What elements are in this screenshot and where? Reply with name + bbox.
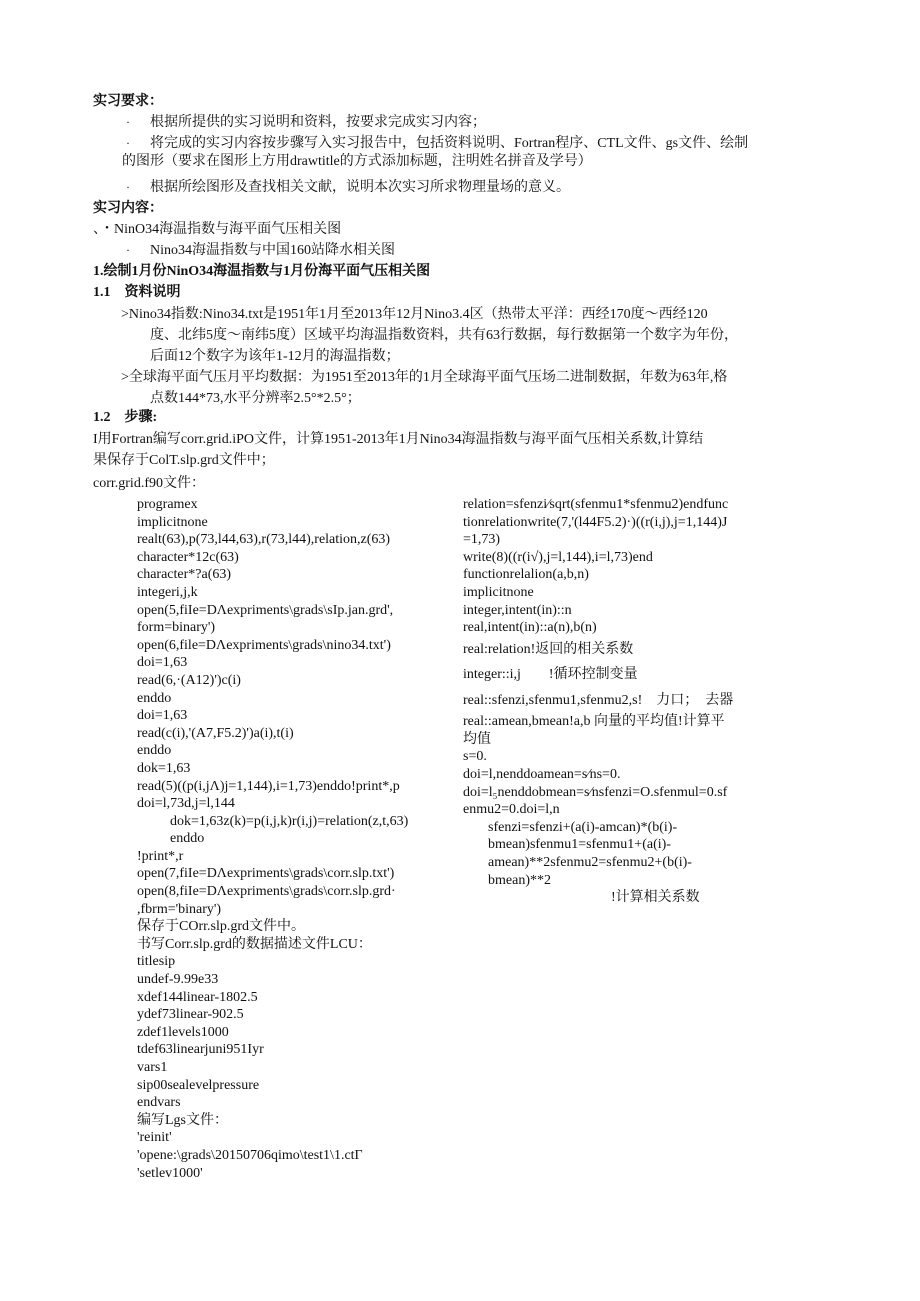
code-line: tdef63linearjuni951Iyr — [137, 1042, 264, 1058]
code-line: 均值 — [463, 731, 491, 747]
subsection-title-steps: 1.2 步骤: — [93, 410, 158, 425]
code-line: vars1 — [137, 1060, 168, 1075]
code-line: endvars — [137, 1095, 181, 1111]
code-line: !print*,r — [137, 848, 184, 864]
code-line: xdef144linear-1802.5 — [137, 989, 258, 1005]
code-line: integeri,j,k — [137, 584, 198, 600]
code-line: open(5,fiIe=DΛexpriments\grads\sIp.jan.grd', — [137, 602, 394, 618]
code-line: relation=sfenzi∕sqrt(sfenmu1*sfenmu2)endfunc — [463, 497, 729, 512]
code-line: real:relation!返回的相关系数 — [463, 641, 634, 657]
data-description-line: 后面12个数字为该年1-12月的海温指数； — [150, 349, 400, 364]
code-line: realt(63),p(73,l44,63),r(73,l44),relation,z(63) — [137, 532, 391, 548]
code-comment: !计算相关系数 — [611, 890, 700, 906]
code-line: programex — [137, 497, 198, 512]
bullet-dot: · — [126, 180, 130, 194]
code-line: tionrelationwrite(7,'(l44F5.2)·)((r(i,j),j=1,144)J — [463, 514, 728, 530]
code-line: read(c(i),'(A7,F5.2)')a(i),t(i) — [137, 725, 294, 741]
code-line: implicitnone — [137, 514, 208, 530]
code-line: 'reinit' — [137, 1130, 172, 1146]
code-line-indented: dok=1,63z(k)=p(i,j,k)r(i,j)=relation(z,t,63) — [170, 813, 409, 829]
code-line: implicitnone — [463, 584, 534, 600]
code-line: 'opene:\grads\20150706qimo\test1\1.ctΓ — [137, 1147, 363, 1163]
code-line: functionrelalion(a,b,n) — [463, 567, 589, 583]
code-line: 书写Corr.slp.grd的数据描述文件LCU： — [137, 936, 372, 952]
requirement-item: 根据所绘图形及查找相关文献，说明本次实习所求物理量场的意义。 — [150, 180, 570, 195]
data-description-line: >全球海平面气压月平均数据：为1951至2013年的1月全球海平面气压场二进制数据，年数为63年,格 — [121, 370, 728, 385]
content-item: Nino34海温指数与中国160站降水相关图 — [150, 243, 395, 258]
code-line-indented: amean)**2sfenmu2=sfenmu2+(b(i)- — [488, 855, 692, 870]
data-description-line: 度、北纬5度～南纬5度）区域平均海温指数资料，共有63行数据，每行数据第一个数字为年份， — [150, 328, 738, 343]
code-line-indented: enddo — [170, 831, 205, 847]
bullet-dot: · — [126, 243, 130, 257]
code-line: character*12c(63) — [137, 549, 239, 565]
step-line: 果保存于ColT.slp.grd文件中； — [93, 453, 275, 468]
code-column-right — [463, 496, 783, 907]
code-line: open(6,file=DΛexpriments\grads\nino34.txt') — [137, 637, 391, 653]
code-line: doi=1,63 — [137, 655, 188, 671]
code-line: doi=1,63 — [137, 708, 188, 724]
code-line-indented: sfenzi=sfenzi+(a(i)-amcan)*(b(i)- — [488, 819, 678, 835]
code-line-indented: bmean)sfenmu1=sfenmu1+(a(i)- — [488, 837, 671, 853]
code-line: integer,intent(in)::n — [463, 602, 572, 618]
code-line: 保存于COrr.slp.grd文件中。 — [137, 919, 305, 935]
code-line: integer::i,j !循环控制变量 — [463, 667, 638, 683]
code-line: dok=1,63 — [137, 760, 191, 776]
subsection-title-data: 1.1 资料说明 — [93, 285, 181, 300]
requirements-heading: 实习要求： — [93, 94, 163, 109]
code-line: form=binary') — [137, 620, 216, 636]
code-line: doi=l,73d,j=l,144 — [137, 796, 235, 812]
code-line: titlesip — [137, 954, 176, 970]
code-line: doi=l₅nenddobmean=s∕nsfenzi=O.sfenmul=0.sf — [463, 784, 728, 800]
code-line: real,intent(in)::a(n),b(n) — [463, 620, 597, 636]
code-line: 编写Lgs文件： — [137, 1112, 228, 1128]
code-line: ,fbrm='binary') — [137, 901, 222, 917]
code-line: =1,73) — [463, 532, 501, 548]
code-line: read(5)((p(i,jΛ)j=1,144),i=1,73)enddo!print*,p — [137, 778, 400, 794]
data-description-line: 点数144*73,水平分辨率2.5°*2.5°； — [150, 391, 361, 406]
code-line: enddo — [137, 690, 172, 706]
file-label: corr.grid.f90文件： — [93, 476, 205, 491]
code-line: open(8,fiIe=DΛexpriments\grads\corr.slp.grd· — [137, 884, 396, 900]
step-line: I用Fortran编写corr.grid.iPO文件，计算1951-2013年1月Nino34海温指数与海平面气压相关系数,计算结 — [93, 432, 704, 447]
code-line: real::amean,bmean!a,b 向量的平均值!计算平 — [463, 714, 725, 730]
code-line: doi=l,nenddoamean=s∕ns=0. — [463, 767, 621, 783]
code-line: real::sfenzi,sfenmu1,sfenmu2,s! 力口； 去器 — [463, 692, 734, 708]
code-line: sip00sealevelpressure — [137, 1077, 260, 1093]
bullet-dot: · — [126, 136, 130, 150]
code-line: 'setlev1000' — [137, 1165, 203, 1181]
requirement-item-continued: 的图形（要求在图形上方用drawtitle的方式添加标题，注明姓名拼音及学号） — [122, 154, 592, 169]
code-column-left — [137, 496, 457, 1182]
code-line: write(8)((r(i√),j=l,144),i=l,73)end — [463, 549, 653, 565]
code-line: character*?a(63) — [137, 567, 232, 583]
code-line: read(6,·(A12)')c(i) — [137, 672, 241, 688]
requirement-item: 根据所提供的实习说明和资料，按要求完成实习内容； — [150, 115, 486, 130]
code-line: ydef73linear-902.5 — [137, 1007, 244, 1023]
code-line: s=0. — [463, 749, 487, 765]
content-heading: 实习内容： — [93, 201, 163, 216]
code-line-indented: bmean)**2 — [488, 872, 551, 888]
requirement-item: 将完成的实习内容按步骤写入实习报告中，包括资料说明、Fortran程序、CTL文件、gs文件、绘制 — [150, 136, 749, 151]
section-title: 1.绘制1月份NinO34海温指数与1月份海平面气压相关图 — [93, 264, 431, 279]
bullet-dot: · — [126, 115, 130, 129]
data-description-line: >Nino34指数:Nino34.txt是1951年1月至2013年12月Nino3.4区（热带太平洋：西经170度～西经120 — [121, 307, 708, 322]
code-line: enddo — [137, 743, 172, 759]
code-line: enmu2=0.doi=l,n — [463, 802, 560, 818]
code-line: undef-9.99e33 — [137, 972, 219, 988]
code-line: open(7,fiIe=DΛexpriments\grads\corr.slp.txt') — [137, 866, 395, 882]
content-item: 、・NinO34海温指数与海平面气压相关图 — [93, 222, 342, 237]
code-line: zdef1levels1000 — [137, 1024, 229, 1040]
